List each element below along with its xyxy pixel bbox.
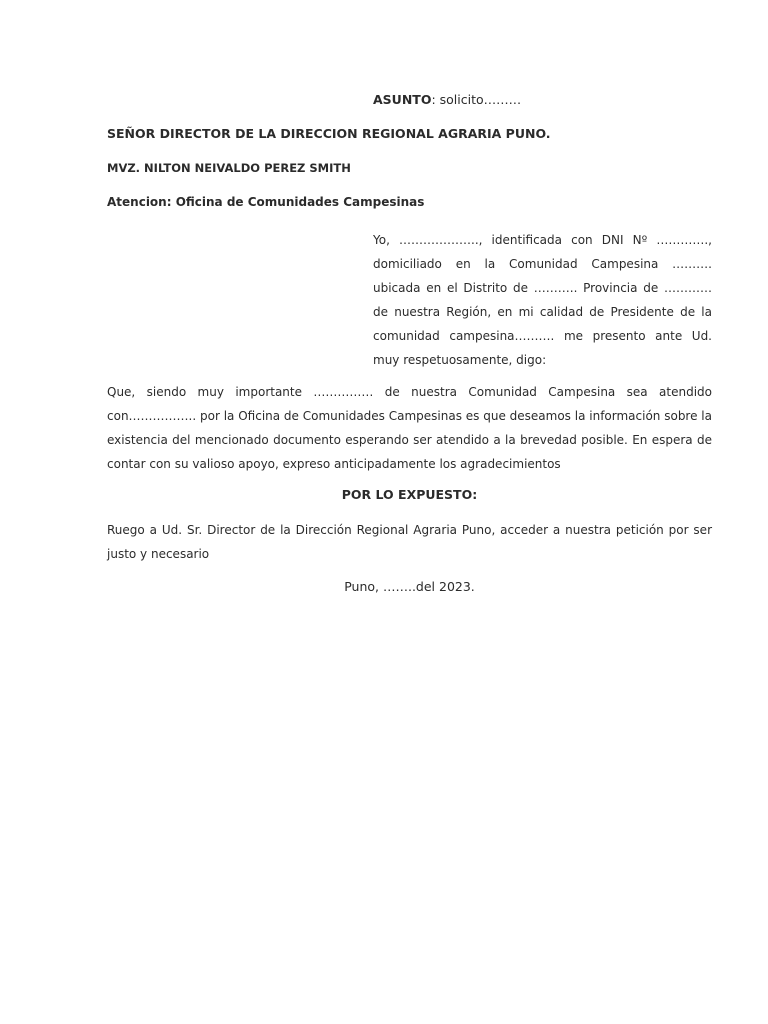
- place-date: Puno, ……..del 2023.: [344, 579, 475, 594]
- subject-label: ASUNTO: [373, 92, 432, 107]
- request-paragraph: Ruego a Ud. Sr. Director de la Dirección Regional Agraria Puno, acceder a nuestra petición por ser justo y necesario: [107, 523, 712, 561]
- section-heading: POR LO EXPUESTO:: [341, 487, 478, 502]
- attention-line: Atencion: Oficina de Comunidades Campesinas: [107, 195, 425, 209]
- body-paragraph: Que, siendo muy importante …………… de nuestra Comunidad Campesina sea atendido con…………….. por la Oficina de Comunidades Campesinas es que deseamos la información sobre la existencia del mencionado documento esperando ser atendido a la brevedad posible. En espera de contar con su valioso apoyo, expreso anticipadamente los agradecimientos: [107, 385, 712, 471]
- subject-text: : solicito………: [431, 92, 522, 107]
- intro-paragraph: Yo, ……………….., identificada con DNI Nº …………., domiciliado en la Comunidad Campesina ………. ubicada en el Distrito de ……….. Provincia de ………… de nuestra Región, en mi calidad de Presidente de la comunidad campesina………. me presento ante Ud. muy respetuosamente, digo:: [373, 233, 712, 367]
- subject-line: [373, 92, 521, 108]
- director-name: MVZ. NILTON NEIVALDO PEREZ SMITH: [107, 161, 351, 175]
- addressee-line: SEÑOR DIRECTOR DE LA DIRECCION REGIONAL AGRARIA PUNO.: [107, 126, 551, 141]
